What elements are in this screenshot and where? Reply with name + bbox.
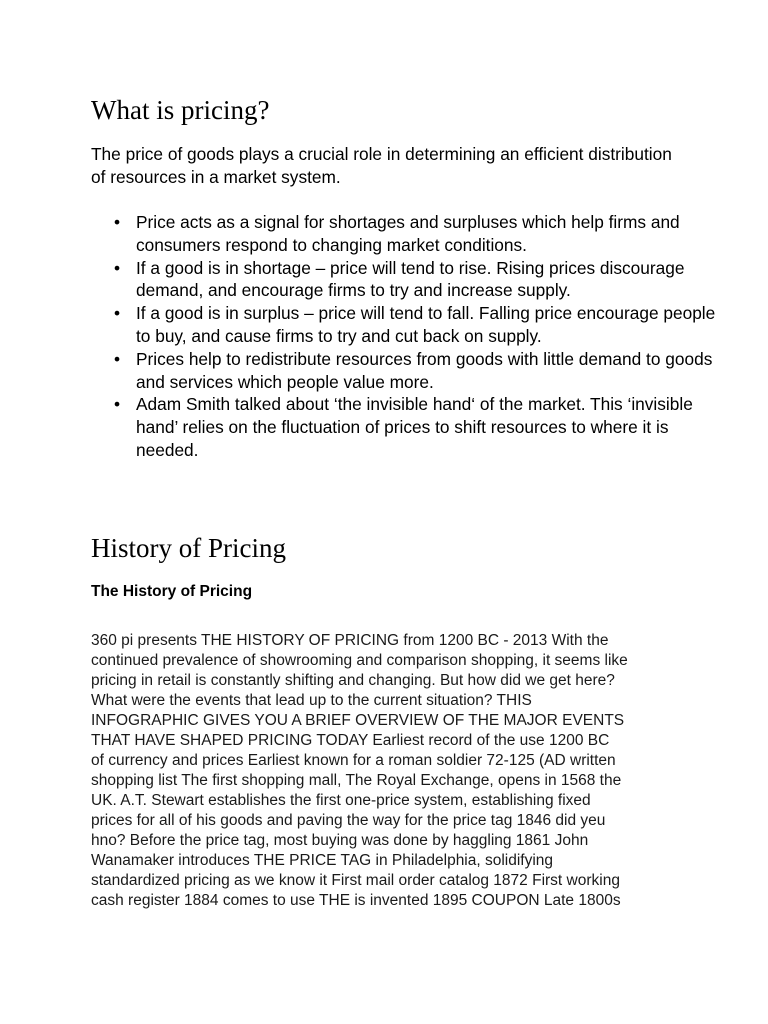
text-line: prices for all of his goods and paving the way for the price tag 1846 did yeu [91, 812, 606, 829]
bullet-icon: • [113, 394, 121, 415]
bullet-icon: • [113, 303, 121, 324]
list-item [91, 257, 731, 303]
text-line: standardized pricing as we know it First mail order catalog 1872 First working [91, 872, 620, 889]
text-line: shopping list The first shopping mall, The Royal Exchange, opens in 1568 the [91, 772, 622, 789]
text-line: hno? Before the price tag, most buying was done by haggling 1861 John [91, 832, 589, 849]
list-item [91, 393, 731, 461]
list-item-text: Price acts as a signal for shortages and surpluses which help firms and consumers respond to changing market conditions. [136, 212, 680, 255]
list-item-text: Prices help to redistribute resources from goods with little demand to goods and services which people value more. [136, 348, 713, 392]
history-paragraph [91, 631, 691, 911]
list-item-text: If a good is in shortage – price will tend to rise. Rising prices discourage demand, and encourage firms to try and increase supply. [136, 257, 685, 301]
text-line: Wanamaker introduces THE PRICE TAG in Philadelphia, solidifying [91, 852, 554, 869]
text-line: What were the events that lead up to the current situation? THIS [91, 692, 532, 709]
text-line: continued prevalence of showrooming and comparison shopping, it seems like [91, 652, 628, 669]
text-line: INFOGRAPHIC GIVES YOU A BRIEF OVERVIEW OF THE MAJOR EVENTS [91, 712, 625, 729]
bullet-icon: • [113, 212, 121, 232]
bullet-icon: • [113, 348, 121, 369]
list-item [91, 211, 731, 257]
list-item-text: If a good is in surplus – price will tend to fall. Falling price encourage people to buy, and cause firms to try and cut back on supply. [136, 303, 716, 346]
bullet-icon: • [113, 257, 121, 278]
text-line: pricing in retail is constantly shifting and changing. But how did we get here? [91, 672, 615, 689]
text-line: of currency and prices Earliest known for a roman soldier 72-125 (AD written [91, 752, 616, 769]
text-line: UK. A.T. Stewart establishes the first one-price system, establishing fixed [91, 792, 591, 809]
list-item [91, 348, 731, 394]
text-line: cash register 1884 comes to use THE is invented 1895 COUPON Late 1800s [91, 892, 621, 909]
intro-paragraph: The price of goods plays a crucial role in determining an efficient distribution of resources in a market system. [91, 144, 672, 187]
heading-what-is-pricing: What is pricing? [91, 95, 270, 125]
text-line: 360 pi presents THE HISTORY OF PRICING from 1200 BC - 2013 With the [91, 632, 609, 649]
list-item-text: Adam Smith talked about ‘the invisible hand‘ of the market. This ‘invisible hand’ relies on the fluctuation of prices to shift resources to where it is needed. [136, 394, 693, 460]
subheading-history: The History of Pricing [91, 583, 253, 600]
pricing-bullet-list [91, 211, 731, 462]
list-item [91, 302, 731, 348]
heading-history-of-pricing: History of Pricing [91, 533, 286, 563]
text-line: THAT HAVE SHAPED PRICING TODAY Earliest record of the use 1200 BC [91, 732, 610, 749]
